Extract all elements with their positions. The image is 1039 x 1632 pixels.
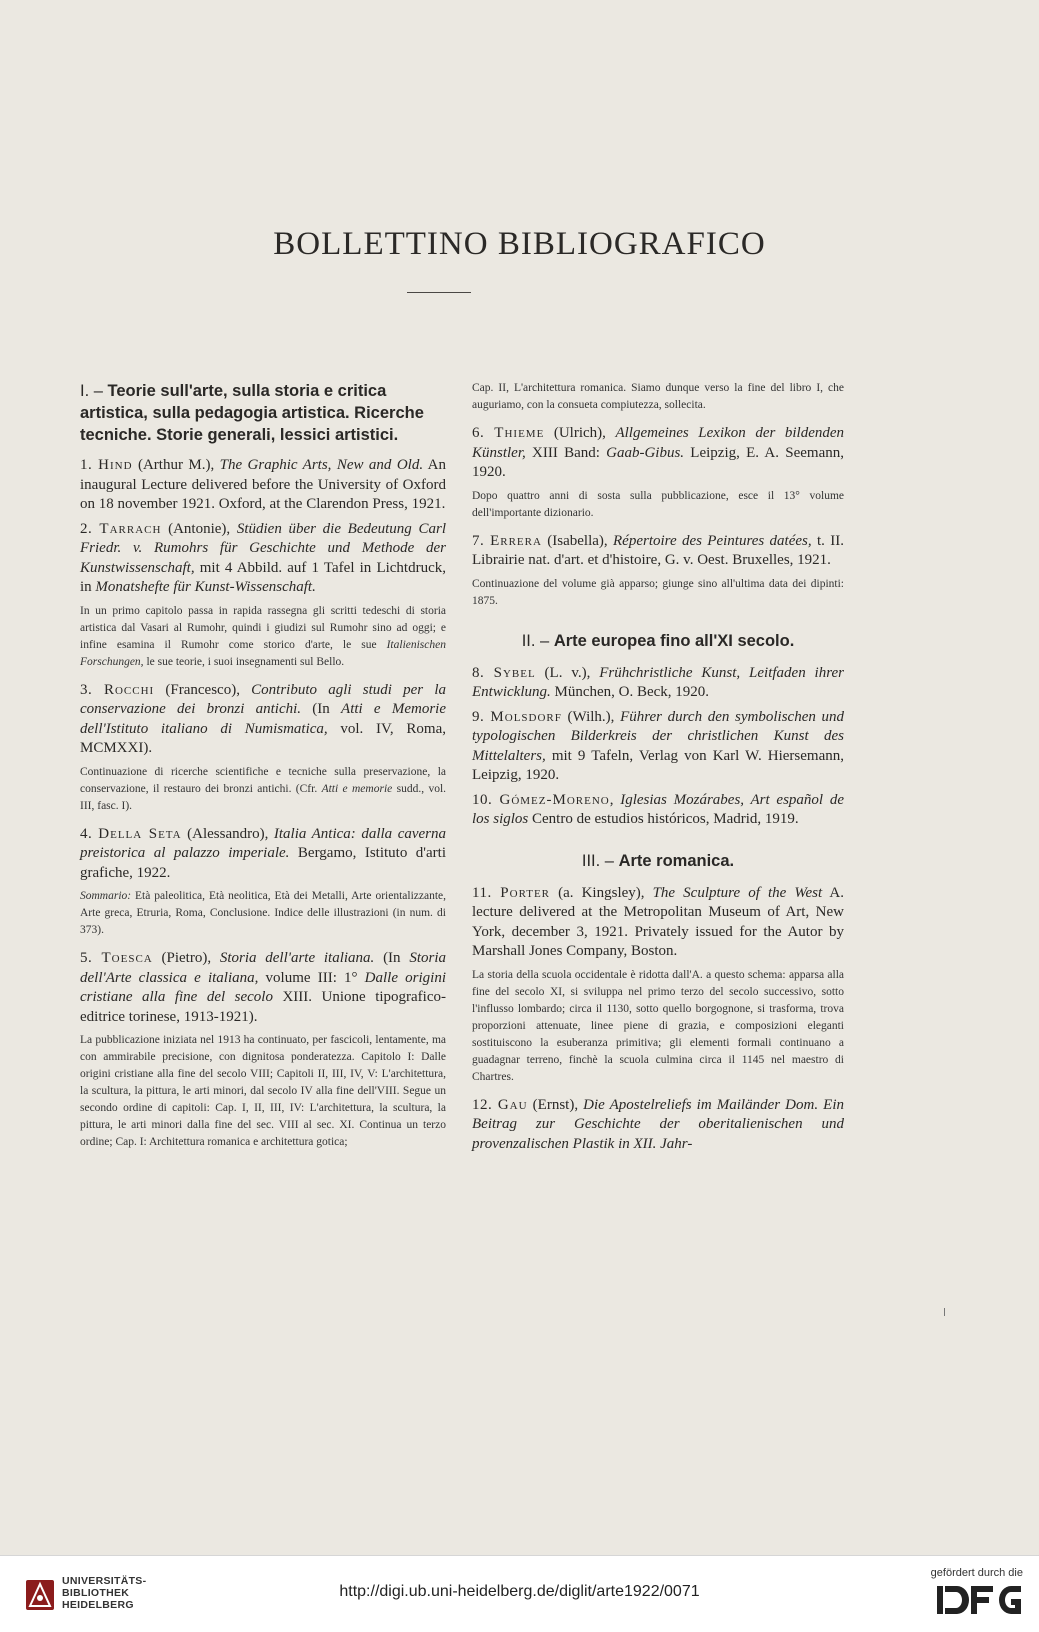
entry-4-note: Sommario: Età paleolitica, Età neolitica, Età dei Metalli, Arte orientalizzante, Arte greca, Etruria, Roma, Conclusione. Indice delle illustrazioni (in num. di 373).	[80, 890, 446, 936]
entry-12: 12. Gau (Ernst), Die Apostelreliefs im Mailänder Dom. Ein Beitrag zur Geschichte der oberitalienischen und provenzalischen Plastik in XII. Jahr-	[472, 1096, 845, 1152]
section-heading-1: I. – Teorie sull'arte, sulla storia e critica artistica, sulla pedagogia artistica. Ricerche tecniche. Storie generali, lessici artistici.	[80, 382, 424, 444]
right-column	[472, 380, 844, 1159]
funding-label: gefördert durch die	[930, 1567, 1023, 1579]
left-column	[80, 380, 446, 1161]
continued-note: Cap. II, L'architettura romanica. Siamo dunque verso la fine del libro I, che auguriamo, con la consueta compiutezza, sollecita.	[472, 382, 844, 411]
section-heading-3: III. – Arte romanica.	[581, 851, 735, 870]
entry-2: 2. Tarrach (Antonie), Stüdien über die Bedeutung Carl Friedr. v. Rumohrs für Geschichte und Methode der Kunstwissenschaft, mit 4 Abbild. auf 1 Tafel in Lichtdruck, in Monatshefte für Kunst-Wissenschaft.	[80, 520, 446, 595]
entry-6-note: Dopo quattro anni di sosta sulla pubblicazione, esce il 13° volume dell'importante dizionario.	[472, 489, 844, 519]
page-title: BOLLETTINO BIBLIOGRAFICO	[273, 226, 766, 262]
entry-7: 7. Errera (Isabella), Répertoire des Peintures datées, t. II. Librairie nat. d'art. et d'histoire, G. v. Oest. Bruxelles, 1921.	[472, 532, 844, 568]
entry-6: 6. Thieme (Ulrich), Allgemeines Lexikon der bildenden Künstler, XIII Band: Gaab-Gibus. Leipzig, E. A. Seemann, 1920.	[472, 425, 845, 480]
entry-5-note: La pubblicazione iniziata nel 1913 ha continuato, per fascicoli, lentamente, ma con ammirabile precisione, con dignitosa ponderatezza. Capitolo I: Dalle origini cristiane alla fine del secolo VIII; Capitoli II, III, IV, V: L'architettura, la scultura, la pittura, le arti minori, dal secolo IV alla fine dell'VIII. Segue un secondo ordine di capitoli: Cap. I, II, III, IV: L'architettura, la scultura, la pittura, le arti minori dalla fine del sec. VIII al sec. XI. Continua un terzo ordine; Cap. I: Architettura romanica e architettura gotica;	[80, 1034, 446, 1148]
footer-bar	[0, 1555, 1039, 1632]
entry-7-note: Continuazione del volume già apparso; giunge sino all'ultima data dei dipinti: 1875.	[472, 577, 844, 607]
section-heading-2: II. – Arte europea fino all'XI secolo.	[521, 631, 795, 650]
source-url-link[interactable]: http://digi.ub.uni-heidelberg.de/diglit/arte1922/0071	[339, 1583, 700, 1600]
entry-11: 11. Porter (a. Kingsley), The Sculpture of the West A. lecture delivered at the Metropolitan Museum of Art, New York, december 3, 1921. Privately issued for the Autor by Marshall Jones Company, Boston.	[472, 884, 844, 959]
entry-5: 5. Toesca (Pietro), Storia dell'arte italiana. (In Storia dell'Arte classica e italiana, volume III: 1° Dalle origini cristiane alla fine del secolo XIII. Unione tipografico-editrice torinese, 1913-1921).	[80, 950, 446, 1025]
entry-3: 3. Rocchi (Francesco), Contributo agli studi per la conservazione dei bronzi antichi. (In Atti e Memorie dell'Istituto italiano di Numismatica, vol. IV, Roma, MCMXXI).	[80, 681, 447, 756]
dfg-logo-icon	[937, 1584, 1023, 1616]
entry-10: 10. Gómez-Moreno, Iglesias Mozárabes, Art español de los siglos Centro de estudios históricos, Madrid, 1919.	[472, 791, 845, 827]
entry-3-note: Continuazione di ricerche scientifiche e tecniche sulla preservazione, la conservazione, il restauro dei bronzi antichi. (Cfr. Atti e memorie sudd., vol. III, fasc. I).	[80, 765, 447, 812]
entry-9: 9. Molsdorf (Wilh.), Führer durch den symbolischen und typologischen Bilderkreis der christlichen Kunst des Mittelalters, mit 9 Tafeln, Verlag von Karl W. Hiersemann, Leipzig, 1920.	[472, 708, 845, 783]
title-rule	[407, 292, 471, 293]
entry-2-note: In un primo capitolo passa in rapida rassegna gli scritti tedeschi di storia artistica dal Vasari al Rumohr, quindi i giudizi sul Rumohr sino ad oggi; e infine esamina il Rumohr come storico d'arte, le sue Italienischen Forschungen, le sue teorie, i suoi insegnamenti sul Bello.	[80, 604, 446, 668]
library-name: UNIVERSITÄTS- BIBLIOTHEK HEIDELBERG	[62, 1575, 147, 1611]
entry-1: 1. Hind (Arthur M.), The Graphic Arts, New and Old. An inaugural Lecture delivered before the University of Oxford on 18 november 1921. Oxford, at the Clarendon Press, 1921.	[80, 457, 446, 512]
entry-11-note: La storia della scuola occidentale è ridotta dall'A. a questo schema: apparsa alla fine del secolo XI, si sviluppa nel primo terzo del secolo successivo, sotto l'influsso lombardo; circa il 1130, sotto quello borgognone, si trasforma, trova proporzioni attenuate, linee piene di grazia, e composizioni eleganti sostituiscono la esuberanza primitiva; gli elementi formali continuano a guadagnar terreno, finchè la scuola culmina circa il 1145 nel maestro di Chartres.	[472, 968, 844, 1083]
entry-8: 8. Sybel (L. v.), Frühchristliche Kunst, Leitfaden ihrer Entwicklung. München, O. Beck, 1920.	[472, 664, 844, 700]
entry-4: 4. Della Seta (Alessandro), Italia Antica: dalla caverna preistorica al palazzo imperiale. Bergamo, Istituto d'arti grafiche, 1922.	[80, 825, 447, 881]
margin-mark	[944, 1308, 945, 1316]
